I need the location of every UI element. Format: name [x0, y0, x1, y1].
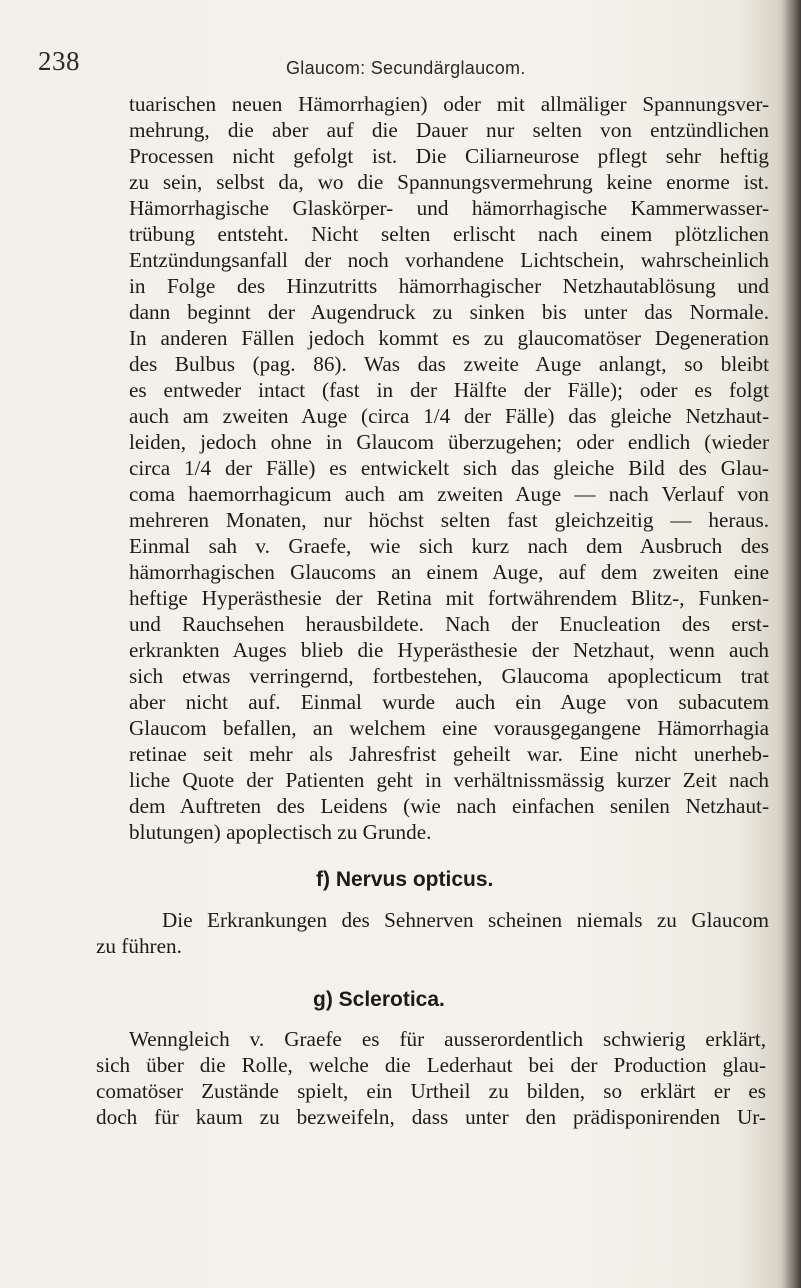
text-line: leiden, jedoch ohne in Glaucom überzugehen; oder endlich (wieder	[129, 430, 769, 454]
text-line: Processen nicht gefolgt ist. Die Ciliarneurose pflegt sehr heftig	[129, 144, 769, 168]
text-line: zu sein, selbst da, wo die Spannungsvermehrung keine enorme ist.	[129, 170, 769, 194]
text-line: Entzündungsanfall der noch vorhandene Lichtschein, wahrscheinlich	[129, 248, 769, 272]
text-line: liche Quote der Patienten geht in verhältnissmässig kurzer Zeit nach	[129, 768, 769, 792]
text-line: blutungen) apoplectisch zu Grunde.	[129, 820, 432, 844]
text-line: es entweder intact (fast in der Hälfte der Fälle); oder es folgt	[129, 378, 769, 402]
section-heading-nervus-opticus: f) Nervus opticus.	[316, 868, 494, 891]
page-binding-shadow	[783, 0, 801, 1288]
text-line: trübung entsteht. Nicht selten erlischt nach einem plötzlichen	[129, 222, 769, 246]
text-line: dem Auftreten des Leidens (wie nach einfachen senilen Netzhaut-	[129, 794, 769, 818]
text-line: doch für kaum zu bezweifeln, dass unter den prädisponirenden Ur-	[96, 1105, 766, 1129]
text-line: heftige Hyperästhesie der Retina mit fortwährendem Blitz-, Funken-	[129, 586, 769, 610]
text-line: Die Erkrankungen des Sehnerven scheinen niemals zu Glaucom	[162, 908, 769, 932]
main-paragraph	[129, 91, 769, 845]
text-line: des Bulbus (pag. 86). Was das zweite Auge anlangt, so bleibt	[129, 352, 769, 376]
text-line: Glaucom befallen, an welchem eine vorausgegangene Hämorrhagia	[129, 716, 769, 740]
text-line: in Folge des Hinzutritts hämorrhagischer Netzhautablösung und	[129, 274, 769, 298]
page-number: 238	[38, 46, 80, 76]
text-line: Einmal sah v. Graefe, wie sich kurz nach dem Ausbruch des	[129, 534, 769, 558]
text-line: circa 1/4 der Fälle) es entwickelt sich das gleiche Bild des Glau-	[129, 456, 769, 480]
running-title: Glaucom: Secundärglaucom.	[286, 58, 526, 78]
text-line: mehrung, die aber auf die Dauer nur selten von entzündlichen	[129, 118, 769, 142]
text-line: dann beginnt der Augendruck zu sinken bis unter das Normale.	[129, 300, 769, 324]
text-line: hämorrhagischen Glaucoms an einem Auge, auf dem zweiten eine	[129, 560, 769, 584]
text-line: sich über die Rolle, welche die Lederhaut bei der Production glau-	[96, 1053, 766, 1077]
text-line: retinae seit mehr als Jahresfrist geheilt war. Eine nicht unerheb-	[129, 742, 769, 766]
text-line: aber nicht auf. Einmal wurde auch ein Auge von subacutem	[129, 690, 769, 714]
text-line: Wenngleich v. Graefe es für ausserordentlich schwierig erklärt,	[129, 1027, 766, 1051]
text-line: coma haemorrhagicum auch am zweiten Auge — nach Verlauf von	[129, 482, 769, 506]
section-g-paragraph	[96, 1026, 766, 1130]
section-f-paragraph	[96, 907, 769, 959]
text-line: mehreren Monaten, nur höchst selten fast gleichzeitig — heraus.	[129, 508, 769, 532]
text-line: auch am zweiten Auge (circa 1/4 der Fälle) das gleiche Netzhaut-	[129, 404, 769, 428]
section-heading-sclerotica: g) Sclerotica.	[313, 988, 445, 1011]
text-line: In anderen Fällen jedoch kommt es zu glaucomatöser Degeneration	[129, 326, 769, 350]
text-line: erkrankten Auges blieb die Hyperästhesie der Netzhaut, wenn auch	[129, 638, 769, 662]
text-line: comatöser Zustände spielt, ein Urtheil zu bilden, so erklärt er es	[96, 1079, 766, 1103]
text-line: Hämorrhagische Glaskörper- und hämorrhagische Kammerwasser-	[129, 196, 769, 220]
text-line: tuarischen neuen Hämorrhagien) oder mit allmäliger Spannungsver-	[129, 92, 769, 116]
text-line: sich etwas verringernd, fortbestehen, Glaucoma apoplecticum trat	[129, 664, 769, 688]
text-line: und Rauchsehen herausbildete. Nach der Enucleation des erst-	[129, 612, 769, 636]
text-line: zu führen.	[96, 934, 182, 958]
running-head	[0, 46, 801, 86]
